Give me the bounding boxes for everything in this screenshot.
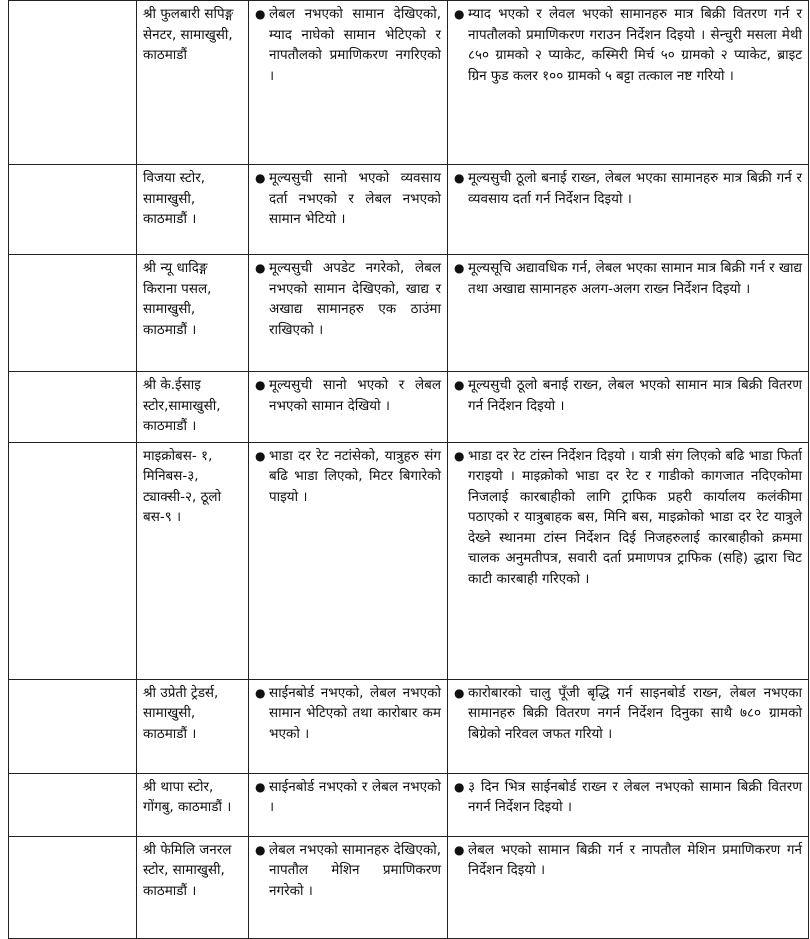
action-cell [448, 679, 809, 773]
observation-cell [249, 679, 448, 773]
observation-cell [249, 773, 448, 836]
bullet-icon: ● [454, 685, 465, 700]
blank-cell [9, 679, 137, 773]
blank-cell [9, 372, 137, 443]
action-cell [448, 836, 809, 938]
bullet-icon: ● [454, 7, 465, 21]
bullet-icon: ● [454, 448, 465, 463]
blank-cell [9, 1, 137, 165]
bullet-icon: ● [454, 779, 465, 794]
observation-text: भाडा दर रेट नटांसेको, यात्रुहरु संग बढि भाडा लिएको, मिटर बिगारेको पाइयो । [269, 447, 441, 505]
place-cell: श्री न्यू धादिङ्ग किराना पसल, सामाखुसी, काठमाडौं । [137, 255, 249, 372]
action-cell [448, 442, 809, 679]
observation-text: मूल्यसुची सानो भएको र लेबल नभएको सामान देखियो । [269, 377, 441, 414]
action-text: कारोबारको चालु पूँजी बृद्धि गर्न साइनबोर्ड राख्न, लेबल नभएका सामानहरु बिक्री वितरण नगर्न निर्देशन दिनुका साथै ७८० ग्रामको बिग्रेको नरिवल जफत गरियो । [468, 684, 802, 742]
observation-cell [249, 165, 448, 255]
bullet-icon: ● [454, 842, 465, 857]
bullet-icon: ● [255, 261, 266, 275]
inspection-table [8, 0, 809, 939]
blank-cell [9, 255, 137, 372]
blank-cell [9, 836, 137, 938]
table-row [9, 165, 809, 255]
action-cell [448, 165, 809, 255]
observation-text: मूल्यसुची अपडेट नगरेको, लेबल नभएको सामान देखिएको, खाद्य र अखाद्य सामानहरु एक ठाउंमा राखिएको । [269, 260, 441, 338]
place-cell: श्री फेमिलि जनरल स्टोर, सामाखुसी, काठमाडौं । [137, 836, 249, 938]
place-cell: श्री उप्रेती ट्रेडर्स, सामाखुसी, काठमाडौं । [137, 679, 249, 773]
action-text: मूल्यसुची ठूलो बनाई राख्न, लेबल भएका सामानहरु मात्र बिक्री गर्न र व्यवसाय दर्ता गर्न निर्देशन दिइयो । [468, 170, 802, 207]
blank-cell [9, 442, 137, 679]
bullet-icon: ● [255, 448, 266, 463]
action-text: मूल्यसुची ठूलो बनाई राख्न, लेबल भएको सामान मात्र बिक्री वितरण गर्न निर्देशन दिइयो । [468, 377, 802, 414]
place-cell: माइक्रोबस- १, मिनिबस-३, ट्याक्सी-२, ठूलो बस-९ । [137, 442, 249, 679]
action-text: भाडा दर रेट टांस्न निर्देशन दिइयो । यात्री संग लिएको बढि भाडा फिर्ता गराइयो । माइक्रोको भाडा दर रेट र गाडीको कागजात नदिएकोमा निजलाई कारबाहीको लागि ट्राफिक प्रहरी कार्यालय कलंकीमा पठाएको र यात्रुबाहक बस, मिनि बस, माइक्रोको भाडा दर रेट यात्रुले देख्ने स्थानमा टांस्न निर्देशन दिई निजहरुलाई कारबाहीको क्रममा चालक अनुमतीपत्र, सवारी दर्ता प्रमाणपत्र ट्राफिक (सहि) द्धारा चिट काटी कारबाही गरिएको । [468, 447, 802, 587]
blank-cell [9, 773, 137, 836]
observation-text: साईनबोर्ड नभएको, लेबल नभएको सामान भेटिएको तथा कारोबार कम भएको । [269, 684, 441, 742]
place-cell: विजया स्टोर, सामाखुसी, काठमाडौं । [137, 165, 249, 255]
action-cell [448, 372, 809, 443]
table-row [9, 255, 809, 372]
action-cell [448, 1, 809, 165]
table-row [9, 773, 809, 836]
action-cell [448, 773, 809, 836]
place-cell: श्री के.ईसाइ स्टोर,सामाखुसी, काठमाडौं । [137, 372, 249, 443]
bullet-icon: ● [255, 378, 266, 392]
observation-cell [249, 372, 448, 443]
table-row [9, 679, 809, 773]
observation-text: लेबल नभएको सामानहरु देखिएको, नापतौल मेशिन प्रमाणिकरण नगरेको । [269, 841, 441, 899]
observation-text: मूल्यसुची सानो भएको व्यवसाय दर्ता नभएको र लेबल नभएको सामान भेटियो । [269, 170, 441, 227]
bullet-icon: ● [454, 171, 465, 185]
observation-text: लेबल नभएको सामान देखिएको, म्याद नाघेको सामान भेटिएको र नापतौलको प्रमाणिकरण नगरिएको । [269, 6, 441, 84]
bullet-icon: ● [255, 171, 266, 185]
action-text: लेबल भएको सामान बिक्री गर्न र नापतौल मेशिन प्रमाणिकरण गर्न निर्देशन दिइयो । [468, 841, 802, 878]
place-cell: श्री फुलबारी सपिङ्ग सेनटर, सामाखुसी, काठमाडौं [137, 1, 249, 165]
bullet-icon: ● [255, 685, 266, 700]
table-row [9, 372, 809, 443]
action-cell [448, 255, 809, 372]
bullet-icon: ● [454, 378, 465, 392]
observation-cell [249, 255, 448, 372]
action-text: मूल्यसूचि अद्यावधिक गर्न, लेबल भएका सामान मात्र बिक्री गर्न र खाद्य तथा अखाद्य सामानहरु अलग-अलग राख्न निर्देशन दिइयो । [468, 260, 802, 297]
action-text: म्याद भएको र लेवल भएको सामानहरु मात्र बिक्री वितरण गर्न र नापतौलको प्रमाणिकरण गराउन निर्देशन दिइयो । सेन्चुरी मसला मेथी ८५० ग्रामको २ प्याकेट, कस्मिरी मिर्च ५० ग्रामको २ प्याकेट, ब्राइट ग्रिन फुड कलर १०० ग्रामको ५ बट्टा तत्काल नष्ट गरियो । [468, 6, 802, 84]
observation-cell [249, 442, 448, 679]
observation-text: साईनबोर्ड नभएको र लेबल नभएको । [269, 778, 441, 815]
observation-cell [249, 836, 448, 938]
bullet-icon: ● [255, 842, 266, 857]
table-row [9, 442, 809, 679]
observation-cell [249, 1, 448, 165]
place-cell: श्री थापा स्टोर, गोंगबु, काठमाडौं । [137, 773, 249, 836]
table-row [9, 836, 809, 938]
action-text: ३ दिन भित्र साईनबोर्ड राख्न र लेबल नभएको सामान बिक्री वितरण नगर्न निर्देशन दिइयो । [468, 778, 802, 815]
bullet-icon: ● [255, 7, 266, 21]
blank-cell [9, 165, 137, 255]
table-row [9, 1, 809, 165]
bullet-icon: ● [454, 261, 465, 275]
bullet-icon: ● [255, 779, 266, 794]
